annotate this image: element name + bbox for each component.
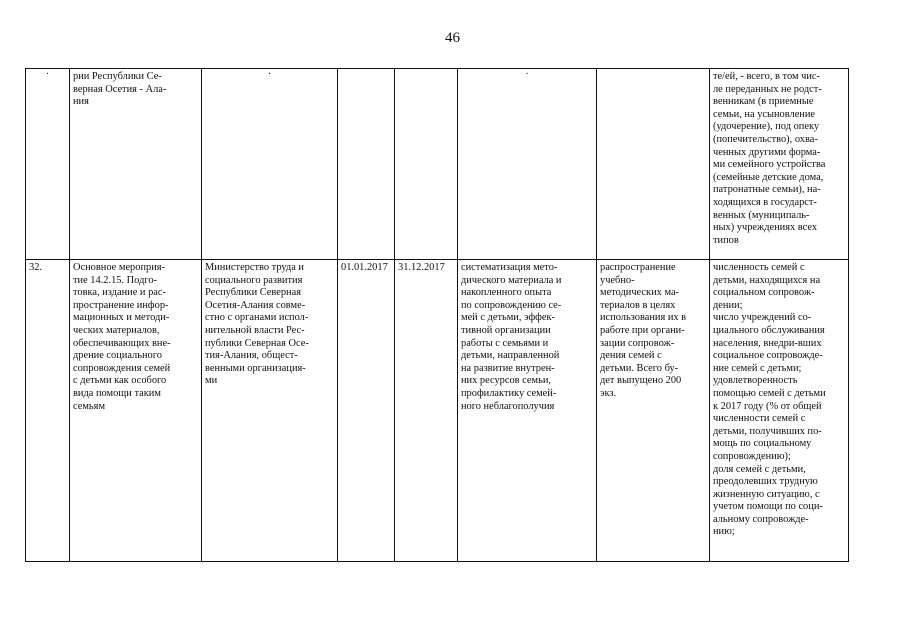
cell-executor: · bbox=[202, 69, 338, 260]
cell-indicators: те/ей, - всего, в том чис- ле переданных не родст- венникам (в приемные семьи, на усыновление (удочерение), под опеку (попечительство), охва- ченных другими форма- ми семейного устройства (семейные детские дома, патронатные семьи), на- ходящихся в государст- венных (муниципаль- ных) учреждениях всех типов bbox=[710, 69, 849, 260]
program-activities-table bbox=[25, 68, 849, 562]
cell-number: 32. bbox=[26, 260, 70, 562]
cell-result bbox=[597, 69, 710, 260]
cell-content: систематизация мето- дического материала и накопленного опыта по сопровождению се- мей с детьми, эффек- тивной организации работы с семьями и детьми, направленной на развитие внутрен- них ресурсов семьи, профилактику семей- ного неблагополучия bbox=[458, 260, 597, 562]
cell-activity: рии Республики Се- верная Осетия - Ала- ния bbox=[70, 69, 202, 260]
cell-result: распространение учебно- методических ма- териалов в целях использования их в работе при органи- зации сопровож- дения семей с детьми. Всего бу- дет выпущено 200 экз. bbox=[597, 260, 710, 562]
cell-end-date bbox=[395, 69, 458, 260]
cell-content: · bbox=[458, 69, 597, 260]
page-number: 46 bbox=[445, 30, 460, 46]
cell-start-date bbox=[338, 69, 395, 260]
table-row-32 bbox=[26, 260, 849, 562]
table-row-continuation bbox=[26, 69, 849, 260]
cell-activity: Основное мероприя- тие 14.2.15. Подго- товка, издание и рас- пространение инфор- мационных и методи- ческих материалов, обеспечивающих вне- дрение социального сопровождения семей с детьми как особого вида помощи таким семьям bbox=[70, 260, 202, 562]
cell-number: · bbox=[26, 69, 70, 260]
cell-start-date: 01.01.2017 bbox=[338, 260, 395, 562]
cell-end-date: 31.12.2017 bbox=[395, 260, 458, 562]
cell-indicators: численность семей с детьми, находящихся на социальном сопровож- дении; число учреждений со- циального обслуживания населения, внедри-вших социальное сопровожде- ние семей с детьми; удовлетворенность помощью семей с детьми к 2017 году (% от общей численности семей с детьми, получивших по- мощь по социальному сопровождению); доля семей с детьми, преодолевших трудную жизненную ситуацию, с учетом помощи по соци- альному сопровожде- нию; bbox=[710, 260, 849, 562]
cell-executor: Министерство труда и социального развития Республики Северная Осетия-Алания совме- стно с органами испол- нительной власти Рес- публики Северная Осе- тия-Алания, общест- венными организация- ми bbox=[202, 260, 338, 562]
